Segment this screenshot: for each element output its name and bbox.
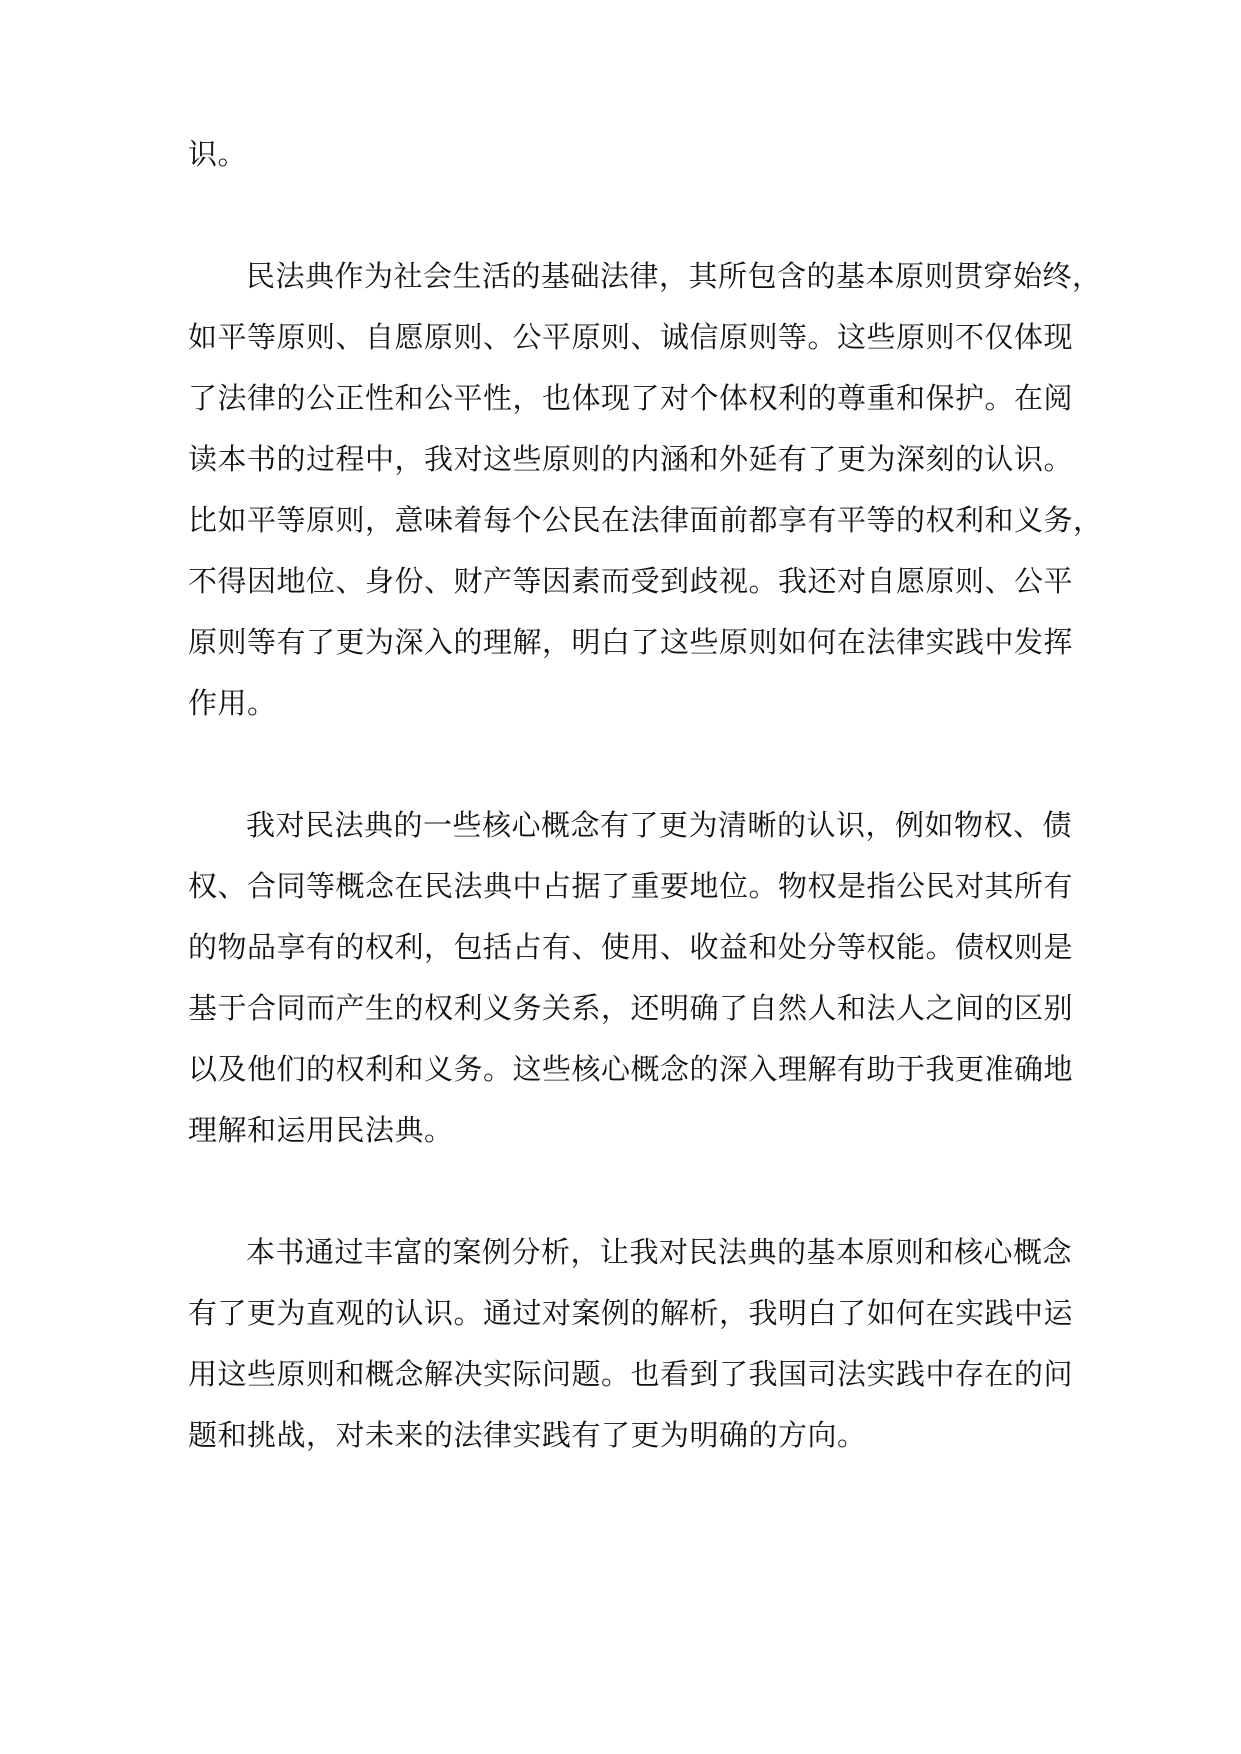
text-line: 以及他们的权利和义务。这些核心概念的深入理解有助于我更准确地	[188, 1052, 1074, 1086]
text-line: 不得因地位、身份、财产等因素而受到歧视。我还对自愿原则、公平	[188, 564, 1074, 598]
text-line: 读本书的过程中，我对这些原则的内涵和外延有了更为深刻的认识。	[188, 442, 1074, 476]
paragraph-principles	[188, 246, 1103, 734]
text-line: 有了更为直观的认识。通过对案例的解析，我明白了如何在实践中运	[188, 1296, 1074, 1330]
text-line: 理解和运用民法典。	[188, 1113, 454, 1147]
text-line: 了法律的公正性和公平性，也体现了对个体权利的尊重和保护。在阅	[188, 381, 1074, 415]
paragraph-gap	[188, 1161, 1058, 1222]
text-line: 如平等原则、自愿原则、公平原则、诚信原则等。这些原则不仅体现	[188, 320, 1074, 354]
paragraph-case-analysis	[188, 1222, 1074, 1466]
text-line: 原则等有了更为深入的理解，明白了这些原则如何在法律实践中发挥	[188, 625, 1074, 659]
document-body	[188, 124, 1103, 1466]
paragraph-core-concepts	[188, 795, 1074, 1161]
paragraph-gap	[188, 734, 1058, 795]
text-line: 权、合同等概念在民法典中占据了重要地位。物权是指公民对其所有	[188, 869, 1074, 903]
text-line: 的物品享有的权利，包括占有、使用、收益和处分等权能。债权则是	[188, 930, 1074, 964]
text-line: 本书通过丰富的案例分析，让我对民法典的基本原则和核心概念	[246, 1235, 1073, 1269]
text-line: 作用。	[188, 686, 277, 720]
paragraph-continuation: 识。	[188, 137, 248, 171]
paragraph-gap	[188, 185, 1058, 246]
text-line: 我对民法典的一些核心概念有了更为清晰的认识，例如物权、债	[246, 808, 1073, 842]
text-line: 基于合同而产生的权利义务关系，还明确了自然人和法人之间的区别	[188, 991, 1074, 1025]
text-line: 比如平等原则，意味着每个公民在法律面前都享有平等的权利和义务，	[188, 503, 1103, 537]
text-line: 题和挑战，对未来的法律实践有了更为明确的方向。	[188, 1418, 867, 1452]
text-line: 用这些原则和概念解决实际问题。也看到了我国司法实践中存在的问	[188, 1357, 1074, 1391]
text-line: 民法典作为社会生活的基础法律，其所包含的基本原则贯穿始终，	[246, 259, 1102, 293]
